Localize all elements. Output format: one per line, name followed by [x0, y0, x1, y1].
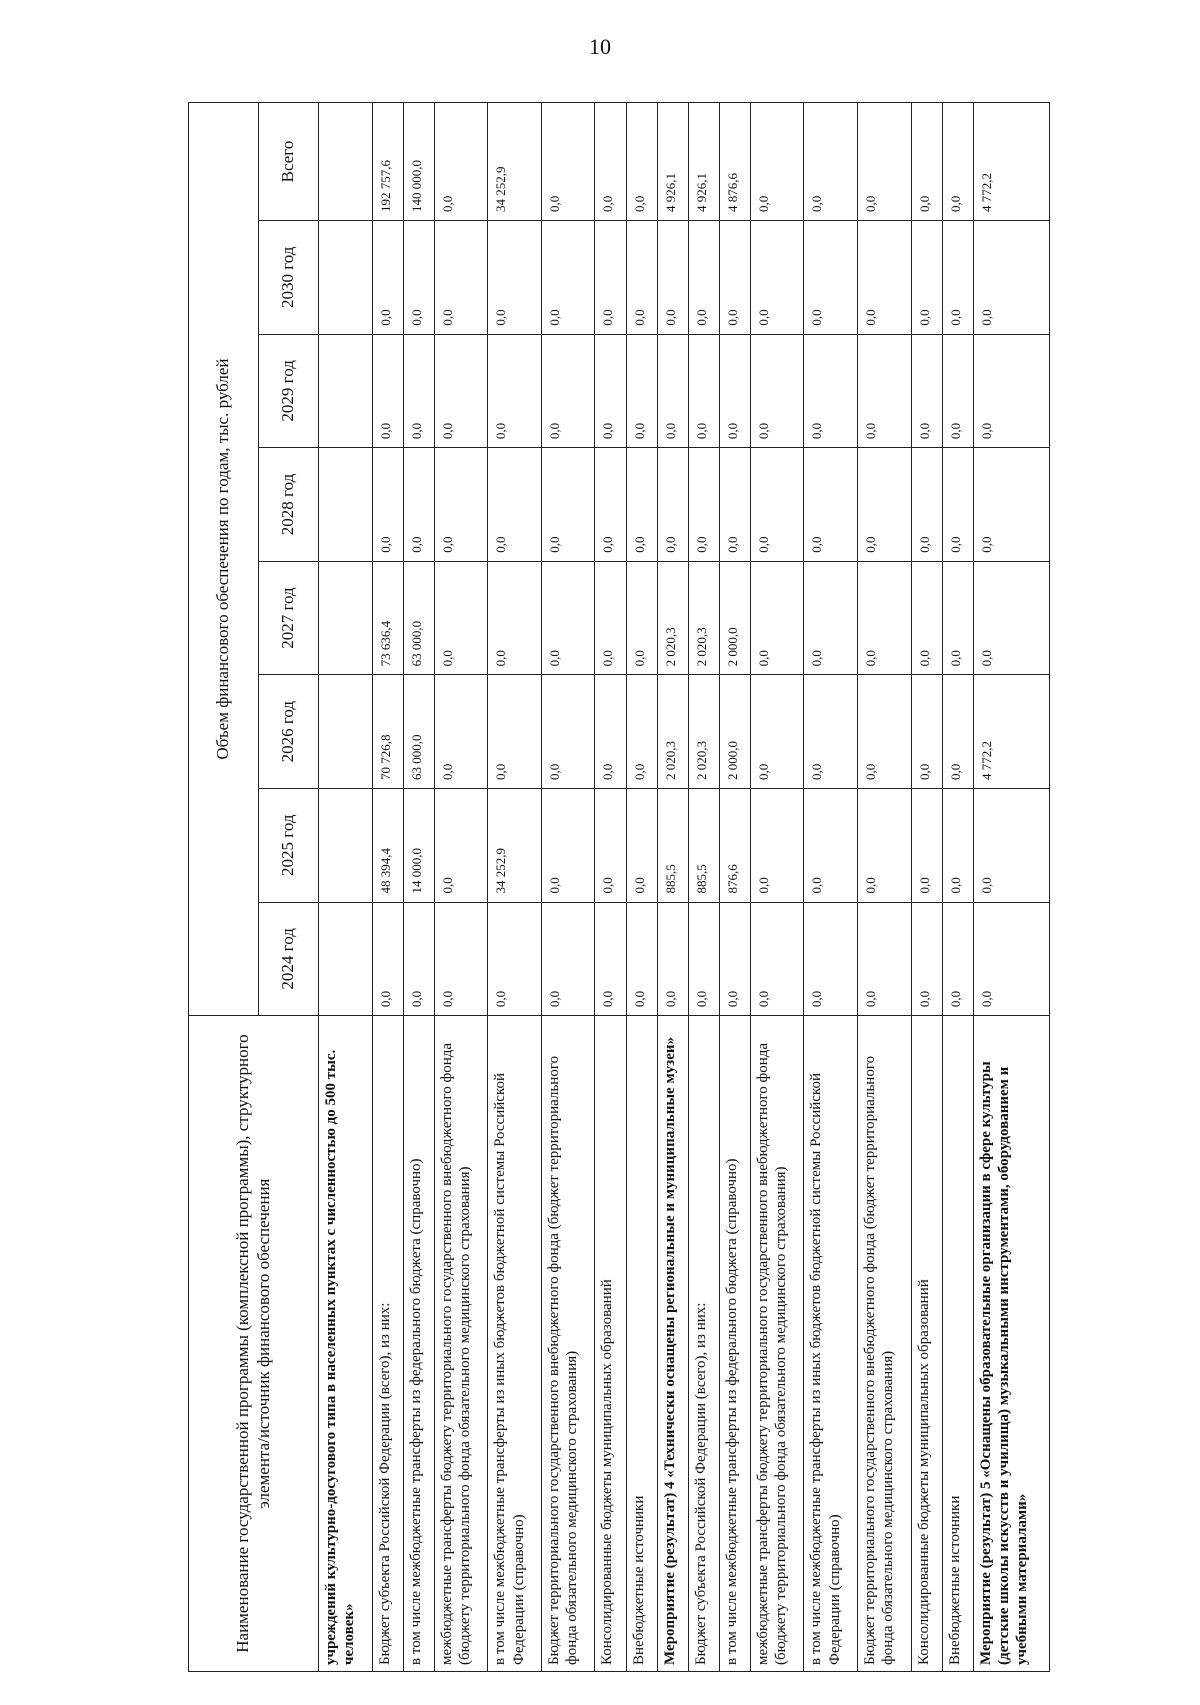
- row-value: 0,0: [541, 448, 595, 562]
- row-value: 0,0: [657, 902, 688, 1016]
- row-value: 0,0: [595, 334, 626, 448]
- row-name: Бюджет субъекта Российской Федерации (всего), из них:: [372, 1016, 403, 1672]
- row-value: [319, 788, 373, 902]
- row-value: 0,0: [973, 561, 1049, 675]
- row-value: 0,0: [372, 334, 403, 448]
- row-value: 0,0: [942, 788, 973, 902]
- row-value: 0,0: [488, 675, 542, 789]
- table-row: [595, 103, 626, 1672]
- row-value: 0,0: [750, 334, 804, 448]
- row-value: 0,0: [911, 103, 942, 221]
- table-row: [750, 103, 804, 1672]
- table-row: [541, 103, 595, 1672]
- row-value: 0,0: [750, 561, 804, 675]
- row-value: 0,0: [911, 220, 942, 334]
- row-value: 2 020,3: [657, 561, 688, 675]
- header-total: Всего: [259, 103, 319, 221]
- row-value: 0,0: [434, 220, 488, 334]
- row-value: 0,0: [804, 561, 858, 675]
- table-row: [719, 103, 750, 1672]
- row-value: 0,0: [488, 220, 542, 334]
- row-value: 0,0: [626, 103, 657, 221]
- row-value: 70 726,8: [372, 675, 403, 789]
- table-row: [626, 103, 657, 1672]
- row-name: Внебюджетные источники: [942, 1016, 973, 1672]
- row-value: 0,0: [626, 334, 657, 448]
- row-value: 0,0: [372, 902, 403, 1016]
- row-value: 0,0: [911, 561, 942, 675]
- row-value: 0,0: [434, 448, 488, 562]
- row-value: [319, 675, 373, 789]
- row-value: 0,0: [403, 902, 434, 1016]
- row-name: Консолидированные бюджеты муниципальных образований: [595, 1016, 626, 1672]
- row-name: в том числе межбюджетные трансферты из федерального бюджета (справочно): [403, 1016, 434, 1672]
- row-value: 0,0: [942, 561, 973, 675]
- row-name: в том числе межбюджетные трансферты из иных бюджетов бюджетной системы Российской Федерации (справочно): [804, 1016, 858, 1672]
- table-row: [942, 103, 973, 1672]
- row-value: [319, 902, 373, 1016]
- row-value: 0,0: [595, 675, 626, 789]
- row-value: 73 636,4: [372, 561, 403, 675]
- row-value: 0,0: [626, 220, 657, 334]
- row-value: 0,0: [858, 334, 912, 448]
- header-year: 2029 год: [259, 334, 319, 448]
- row-value: 0,0: [942, 334, 973, 448]
- row-value: 0,0: [804, 103, 858, 221]
- row-value: 0,0: [719, 902, 750, 1016]
- table-row: [688, 103, 719, 1672]
- row-value: 0,0: [750, 220, 804, 334]
- row-value: 2 020,3: [657, 675, 688, 789]
- row-value: 0,0: [942, 220, 973, 334]
- row-value: 0,0: [657, 448, 688, 562]
- row-value: 0,0: [858, 448, 912, 562]
- row-value: 0,0: [541, 103, 595, 221]
- row-name: Мероприятие (результат) 5 «Оснащены образовательные организации в сфере культуры (детские школы искусств и училища) музыкальными инструментами, оборудованием и учебными материалами»: [973, 1016, 1049, 1672]
- row-value: 4 772,2: [973, 675, 1049, 789]
- table-row: [804, 103, 858, 1672]
- row-value: 885,5: [657, 788, 688, 902]
- row-value: 0,0: [804, 220, 858, 334]
- row-name: Консолидированные бюджеты муниципальных образований: [911, 1016, 942, 1672]
- row-value: [319, 103, 373, 221]
- rotated-table-container: [188, 102, 1050, 1672]
- row-value: [319, 561, 373, 675]
- row-value: 0,0: [541, 788, 595, 902]
- row-value: 0,0: [973, 902, 1049, 1016]
- table-row: [973, 103, 1049, 1672]
- row-value: 0,0: [911, 902, 942, 1016]
- row-value: 0,0: [403, 334, 434, 448]
- row-value: 0,0: [688, 334, 719, 448]
- row-value: 0,0: [595, 103, 626, 221]
- page-number: 10: [589, 34, 611, 59]
- row-value: 0,0: [434, 334, 488, 448]
- row-value: 0,0: [804, 675, 858, 789]
- table-row: [858, 103, 912, 1672]
- row-value: 4 926,1: [657, 103, 688, 221]
- header-year: 2030 год: [259, 220, 319, 334]
- row-value: 0,0: [434, 788, 488, 902]
- row-value: 0,0: [595, 448, 626, 562]
- row-value: 4 926,1: [688, 103, 719, 221]
- row-value: 0,0: [595, 220, 626, 334]
- row-value: 0,0: [626, 561, 657, 675]
- row-value: 0,0: [858, 103, 912, 221]
- row-value: 0,0: [750, 448, 804, 562]
- row-value: 0,0: [488, 902, 542, 1016]
- row-value: 876,6: [719, 788, 750, 902]
- row-value: 0,0: [372, 220, 403, 334]
- row-name: Бюджет территориального государственного внебюджетного фонда (бюджет территориального фонда обязательного медицинского страхования): [858, 1016, 912, 1672]
- row-value: 192 757,6: [372, 103, 403, 221]
- row-value: 0,0: [626, 902, 657, 1016]
- row-value: 0,0: [626, 675, 657, 789]
- header-year: 2027 год: [259, 561, 319, 675]
- row-value: 63 000,0: [403, 675, 434, 789]
- row-value: 0,0: [858, 220, 912, 334]
- row-value: [319, 448, 373, 562]
- row-value: 0,0: [804, 788, 858, 902]
- row-value: 0,0: [858, 675, 912, 789]
- row-value: 0,0: [858, 561, 912, 675]
- row-value: 34 252,9: [488, 788, 542, 902]
- row-value: 0,0: [688, 448, 719, 562]
- row-value: 0,0: [541, 220, 595, 334]
- row-value: 0,0: [688, 220, 719, 334]
- row-value: 34 252,9: [488, 103, 542, 221]
- row-value: 0,0: [657, 220, 688, 334]
- row-value: 0,0: [626, 788, 657, 902]
- row-name: в том числе межбюджетные трансферты из иных бюджетов бюджетной системы Российской Федерации (справочно): [488, 1016, 542, 1672]
- row-value: 0,0: [372, 448, 403, 562]
- row-value: 0,0: [973, 334, 1049, 448]
- row-value: 0,0: [750, 902, 804, 1016]
- row-value: 0,0: [403, 448, 434, 562]
- table-row: [488, 103, 542, 1672]
- row-value: 0,0: [719, 220, 750, 334]
- row-value: 63 000,0: [403, 561, 434, 675]
- row-value: 0,0: [434, 561, 488, 675]
- row-value: 0,0: [488, 334, 542, 448]
- row-value: 2 000,0: [719, 675, 750, 789]
- row-value: 0,0: [911, 788, 942, 902]
- row-value: 4 772,2: [973, 103, 1049, 221]
- row-value: 0,0: [688, 902, 719, 1016]
- row-value: 0,0: [858, 902, 912, 1016]
- row-value: 0,0: [911, 334, 942, 448]
- row-value: 0,0: [804, 334, 858, 448]
- row-value: 0,0: [911, 448, 942, 562]
- header-year: 2026 год: [259, 675, 319, 789]
- row-value: 14 000,0: [403, 788, 434, 902]
- row-name: учреждений культурно-досугового типа в населенных пунктах с численностью до 500 тыс. человек»: [319, 1016, 373, 1672]
- row-value: 0,0: [434, 675, 488, 789]
- row-value: 0,0: [942, 675, 973, 789]
- row-value: 0,0: [804, 902, 858, 1016]
- row-value: 0,0: [488, 561, 542, 675]
- row-value: 0,0: [750, 788, 804, 902]
- row-value: 4 876,6: [719, 103, 750, 221]
- row-value: [319, 220, 373, 334]
- row-value: 2 020,3: [688, 675, 719, 789]
- header-year: 2024 год: [259, 902, 319, 1016]
- row-name: Бюджет территориального государственного внебюджетного фонда (бюджет территориального фонда обязательного медицинского страхования): [541, 1016, 595, 1672]
- row-value: 0,0: [541, 675, 595, 789]
- header-year: 2025 год: [259, 788, 319, 902]
- row-value: 0,0: [719, 448, 750, 562]
- row-value: 0,0: [434, 902, 488, 1016]
- table-row: [657, 103, 688, 1672]
- row-value: 0,0: [626, 448, 657, 562]
- table-row: [403, 103, 434, 1672]
- financing-table: [188, 102, 1050, 1672]
- row-name: Внебюджетные источники: [626, 1016, 657, 1672]
- row-value: 0,0: [858, 788, 912, 902]
- table-row: [319, 103, 373, 1672]
- row-value: 140 000,0: [403, 103, 434, 221]
- table-row: [372, 103, 403, 1672]
- row-value: 2 020,3: [688, 561, 719, 675]
- row-value: 0,0: [942, 448, 973, 562]
- row-name: в том числе межбюджетные трансферты из федерального бюджета (справочно): [719, 1016, 750, 1672]
- row-value: 0,0: [657, 334, 688, 448]
- row-value: 0,0: [595, 902, 626, 1016]
- row-value: 48 394,4: [372, 788, 403, 902]
- row-value: 0,0: [750, 675, 804, 789]
- row-value: 0,0: [434, 103, 488, 221]
- row-value: 0,0: [973, 788, 1049, 902]
- row-value: 0,0: [541, 902, 595, 1016]
- table-body: [319, 103, 1050, 1672]
- row-name: межбюджетные трансферты бюджету территориального государственного внебюджетного фонда (бюджету территориального фонда обязательного медицинского страхования): [434, 1016, 488, 1672]
- row-value: 0,0: [403, 220, 434, 334]
- row-value: 0,0: [595, 788, 626, 902]
- table-row: [434, 103, 488, 1672]
- row-value: 0,0: [750, 103, 804, 221]
- row-value: 0,0: [942, 902, 973, 1016]
- row-name: Бюджет субъекта Российской Федерации (всего), из них:: [688, 1016, 719, 1672]
- header-name-column: Наименование государственной программы (комплексной программы), структурного элемента/источник финансового обеспечения: [189, 1016, 319, 1672]
- row-value: 0,0: [942, 103, 973, 221]
- row-value: 0,0: [911, 675, 942, 789]
- row-value: [319, 334, 373, 448]
- row-value: 0,0: [595, 561, 626, 675]
- row-value: 0,0: [488, 448, 542, 562]
- row-value: 0,0: [541, 561, 595, 675]
- row-value: 0,0: [804, 448, 858, 562]
- header-year: 2028 год: [259, 448, 319, 562]
- row-value: 0,0: [541, 334, 595, 448]
- row-value: 0,0: [973, 448, 1049, 562]
- row-name: Мероприятие (результат) 4 «Технически оснащены региональные и муниципальные музеи»: [657, 1016, 688, 1672]
- table-row: [911, 103, 942, 1672]
- row-name: межбюджетные трансферты бюджету территориального государственного внебюджетного фонда (бюджету территориального фонда обязательного медицинского страхования): [750, 1016, 804, 1672]
- row-value: 0,0: [719, 334, 750, 448]
- row-value: 885,5: [688, 788, 719, 902]
- header-volume: Объем финансового обеспечения по годам, тыс. рублей: [189, 103, 259, 1016]
- row-value: 2 000,0: [719, 561, 750, 675]
- row-value: 0,0: [973, 220, 1049, 334]
